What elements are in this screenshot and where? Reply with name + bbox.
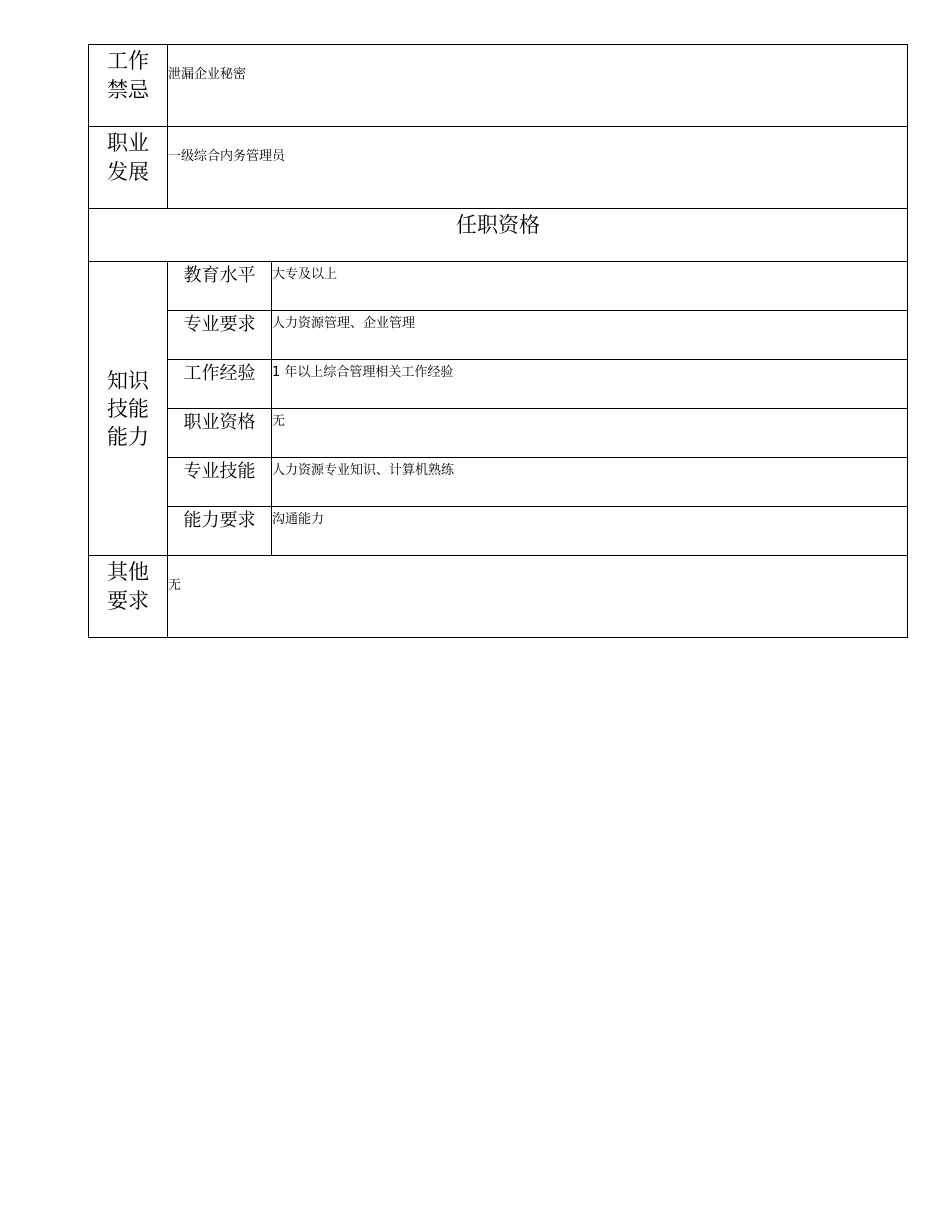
- ability-requirement-label: 能力要求: [168, 507, 272, 556]
- job-description-table: [88, 44, 908, 638]
- education-level-label: 教育水平: [168, 262, 272, 311]
- row-professional-skills: [89, 458, 908, 507]
- other-requirements-label: 其他 要求: [89, 556, 168, 638]
- professional-skills-value: 人力资源专业知识、计算机熟练: [272, 458, 908, 507]
- education-level-value: 大专及以上: [272, 262, 908, 311]
- row-major-requirement: [89, 311, 908, 360]
- professional-qualification-label: 职业资格: [168, 409, 272, 458]
- other-requirements-value: 无: [168, 556, 908, 638]
- career-development-label: 职业 发展: [89, 127, 168, 209]
- row-ability-requirement: [89, 507, 908, 556]
- work-taboo-label: 工作 禁忌: [89, 45, 168, 127]
- row-work-experience: [89, 360, 908, 409]
- row-work-taboo: [89, 45, 908, 127]
- professional-skills-label: 专业技能: [168, 458, 272, 507]
- knowledge-skills-abilities-label: 知识 技能 能力: [89, 262, 168, 556]
- row-education-level: [89, 262, 908, 311]
- work-experience-label: 工作经验: [168, 360, 272, 409]
- career-development-value: 一级综合内务管理员: [168, 127, 908, 209]
- major-requirement-value: 人力资源管理、企业管理: [272, 311, 908, 360]
- work-taboo-value: 泄漏企业秘密: [168, 45, 908, 127]
- row-career-development: [89, 127, 908, 209]
- professional-qualification-value: 无: [272, 409, 908, 458]
- ability-requirement-value: 沟通能力: [272, 507, 908, 556]
- row-qualifications-title: [89, 209, 908, 262]
- row-professional-qualification: [89, 409, 908, 458]
- row-other-requirements: [89, 556, 908, 638]
- qualifications-title: 任职资格: [89, 209, 908, 262]
- work-experience-value: 1 年以上综合管理相关工作经验: [272, 360, 908, 409]
- major-requirement-label: 专业要求: [168, 311, 272, 360]
